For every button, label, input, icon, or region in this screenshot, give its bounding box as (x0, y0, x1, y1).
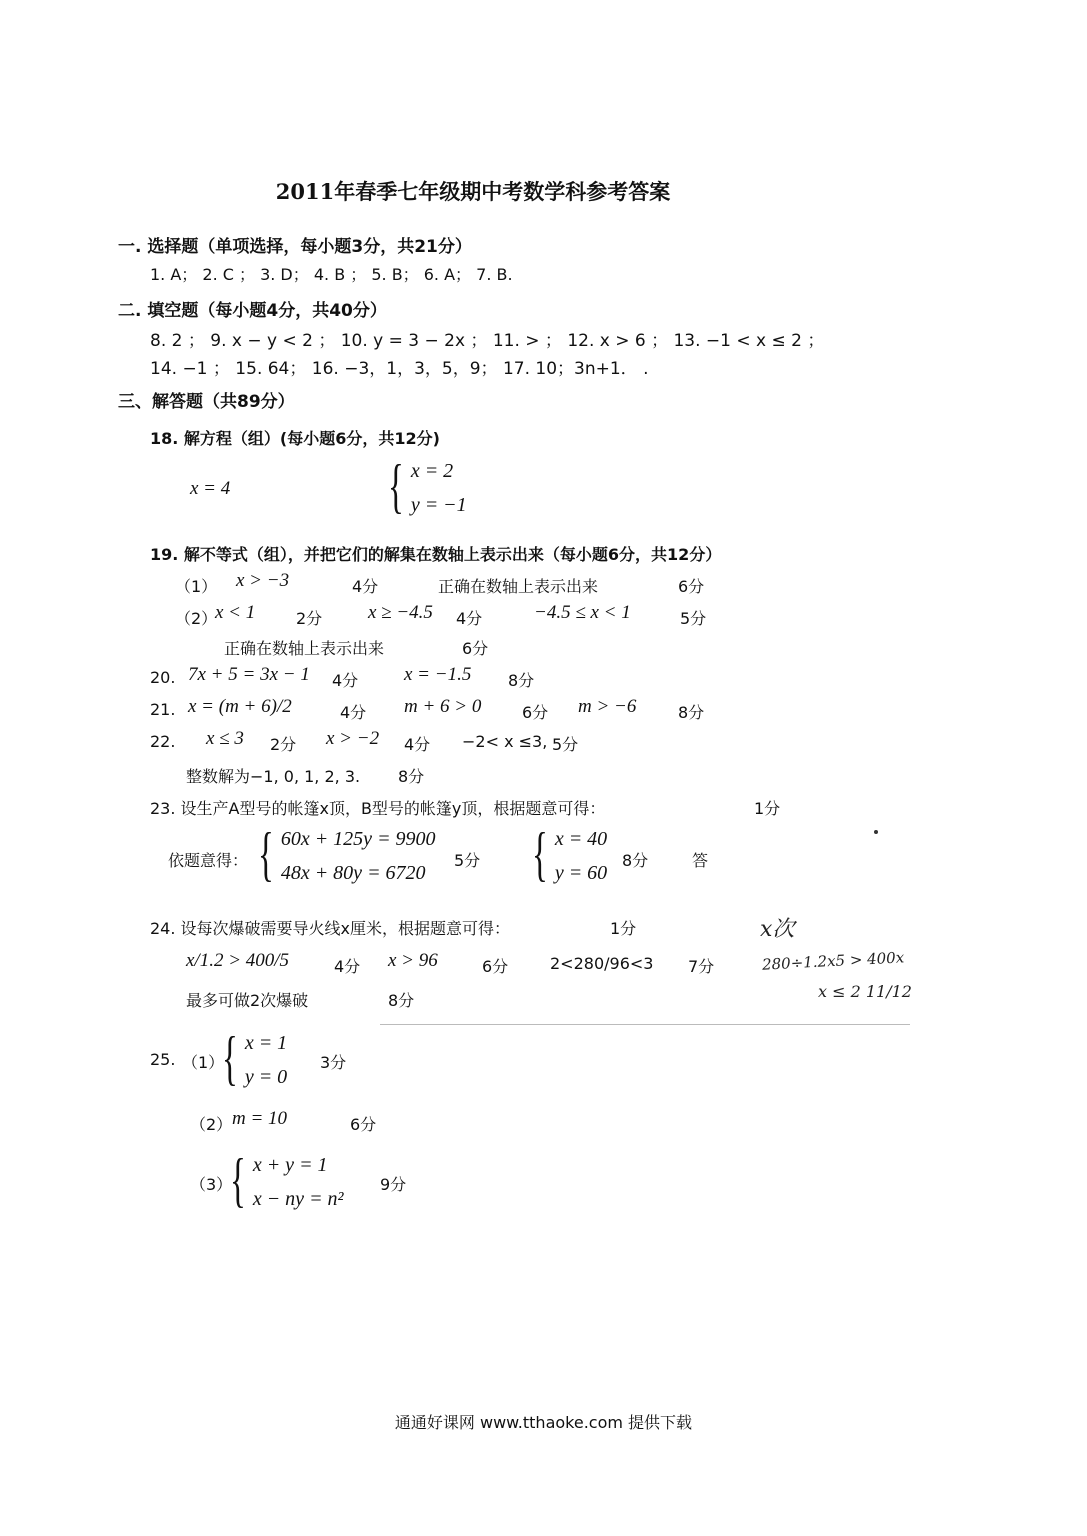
q25-part-1-number: （1） (182, 1053, 225, 1072)
q23-points-2: 8分 (622, 851, 649, 870)
q22-integer-solutions: 整数解为−1, 0, 1, 2, 3. (186, 767, 361, 786)
q21-points: 4分 (340, 703, 367, 722)
left-brace-icon: { (222, 1025, 238, 1091)
q24-points-4: 8分 (388, 991, 415, 1010)
q23-system-1 (258, 821, 436, 888)
section-1-heading: 一. 选择题（单项选择，每小题3分，共21分） (118, 237, 472, 257)
q22-points: 2分 (270, 735, 297, 754)
q24-expr-2: x > 96 (388, 950, 438, 971)
q24-handwritten-note-1: x次 (760, 917, 795, 942)
scan-speck (874, 830, 878, 834)
q25-number: 25. (150, 1050, 176, 1069)
q19-part-1-text: 正确在数轴上表示出来 (438, 577, 599, 596)
q23-system-2-line-1: x = 40 (554, 828, 608, 850)
q25-system-3-line-1: x + y = 1 (252, 1154, 328, 1176)
q23-label: 23. 设生产A型号的帐篷x顶，B型号的帐篷y顶，根据题意可得： (150, 799, 606, 818)
q19-part-2-expr-2: x ≥ −4.5 (368, 602, 433, 623)
q21-expr-3: m > −6 (578, 696, 637, 717)
left-brace-icon: { (532, 821, 548, 887)
q19-part-2-number: （2） (175, 609, 218, 628)
section-3-heading: 三、解答题（共89分） (118, 392, 295, 412)
q22-expr-2: x > −2 (326, 728, 380, 749)
q21-number: 21. (150, 700, 176, 719)
q23-system-2 (532, 821, 608, 888)
q20-expr: 7x + 5 = 3x − 1 (188, 664, 310, 685)
q18-system (388, 453, 467, 520)
q24-expr-3: 2<280/96<3 (550, 954, 654, 973)
q20-points: 4分 (332, 671, 359, 690)
q19-part-2-points-4: 6分 (462, 639, 489, 658)
q25-points-1: 3分 (320, 1053, 347, 1072)
q25-expr-2: m = 10 (232, 1108, 288, 1129)
q24-points-3: 7分 (688, 957, 715, 976)
q24-handwritten-note-3: x ≤ 2 11/12 (818, 982, 912, 1001)
q19-part-2-points-2: 4分 (456, 609, 483, 628)
q24-label: 24. 设每次爆破需要导火线x厘米，根据题意可得： (150, 919, 511, 938)
q23-system-2-line-2: y = 60 (554, 862, 608, 884)
q22-expr-3: −2< x ≤3, (462, 732, 548, 751)
q22-points-4: 8分 (398, 767, 425, 786)
q19-part-1-expr: x > −3 (236, 570, 290, 591)
q19-part-1-points: 4分 (352, 577, 379, 596)
q25-system-1 (222, 1025, 288, 1092)
q21-expr-2: m + 6 > 0 (404, 696, 482, 717)
left-brace-icon: { (388, 453, 404, 519)
q22-expr: x ≤ 3 (206, 728, 244, 749)
section-1-answers: 1. A； 2. C ； 3. D； 4. B ； 5. B； 6. A； 7. B. (150, 265, 513, 284)
q25-part-3-number: （3） (190, 1175, 233, 1194)
q24-expr: x/1.2 > 400/5 (186, 950, 290, 971)
q19-part-2-points-3: 5分 (680, 609, 707, 628)
q25-points-3: 9分 (380, 1175, 407, 1194)
left-brace-icon: { (230, 1147, 246, 1213)
q25-system-3-line-2: x − ny = n² (252, 1188, 344, 1210)
footer-credit: 通通好课网 www.tthaoke.com 提供下载 (394, 1413, 693, 1432)
q23-label-points: 1分 (754, 799, 781, 818)
q19-part-2-expr-3: −4.5 ≤ x < 1 (534, 602, 631, 623)
page-title: 2011年春季七年级期中考数学科参考答案 (275, 179, 671, 204)
q25-part-2-number: （2） (190, 1115, 233, 1134)
q23-system-1-line-2: 48x + 80y = 6720 (280, 862, 426, 884)
q20-number: 20. (150, 668, 176, 687)
q21-points-3: 8分 (678, 703, 705, 722)
q22-number: 22. (150, 732, 176, 751)
q18-system-line-1: x = 2 (410, 460, 454, 482)
q19-part-1-number: （1） (175, 577, 218, 596)
q25-points-2: 6分 (350, 1115, 377, 1134)
q21-points-2: 6分 (522, 703, 549, 722)
q18-system-line-2: y = −1 (410, 494, 467, 516)
q19-part-2-expr: x < 1 (215, 602, 256, 623)
q22-points-2: 4分 (404, 735, 431, 754)
section-2-line-1: 8. 2 ； 9. x − y < 2 ； 10. y = 3 − 2x ； 11. > ； 12. x > 6 ； 13. −1 < x ≤ 2 ； (150, 331, 825, 351)
q24-label-points: 1分 (610, 919, 637, 938)
q22-points-3: 5分 (552, 735, 579, 754)
q23-system-1-line-1: 60x + 125y = 9900 (280, 828, 436, 850)
q20-points-2: 8分 (508, 671, 535, 690)
q25-system-3 (230, 1147, 344, 1214)
q24-handwritten-note-2: 280÷1.2x5 > 400x (761, 948, 905, 974)
q24-points: 4分 (334, 957, 361, 976)
q19-part-2-points: 2分 (296, 609, 323, 628)
q19-part-2-text: 正确在数轴上表示出来 (224, 639, 385, 658)
scan-divider (380, 1024, 910, 1025)
q25-system-1-line-1: x = 1 (244, 1032, 288, 1054)
q23-prefix: 依题意得： (168, 851, 249, 870)
q25-system-1-line-2: y = 0 (244, 1066, 288, 1088)
q19-part-1-points-2: 6分 (678, 577, 705, 596)
q21-expr: x = (m + 6)/2 (188, 696, 292, 717)
q20-expr-2: x = −1.5 (404, 664, 472, 685)
q23-answer-label: 答 (692, 851, 709, 870)
q24-conclusion: 最多可做2次爆破 (186, 991, 309, 1010)
section-2-heading: 二. 填空题（每小题4分，共40分） (118, 301, 387, 321)
q23-points: 5分 (454, 851, 481, 870)
q24-points-2: 6分 (482, 957, 509, 976)
left-brace-icon: { (258, 821, 274, 887)
section-2-line-2: 14. −1 ； 15. 64； 16. −3，1，3，5，9； 17. 10；3n+1． . (150, 359, 649, 379)
q18-answer-1: x = 4 (190, 478, 231, 499)
q18-label: 18. 解方程（组）(每小题6分，共12分) (150, 429, 440, 448)
q19-label: 19. 解不等式（组），并把它们的解集在数轴上表示出来（每小题6分，共12分） (150, 545, 722, 564)
